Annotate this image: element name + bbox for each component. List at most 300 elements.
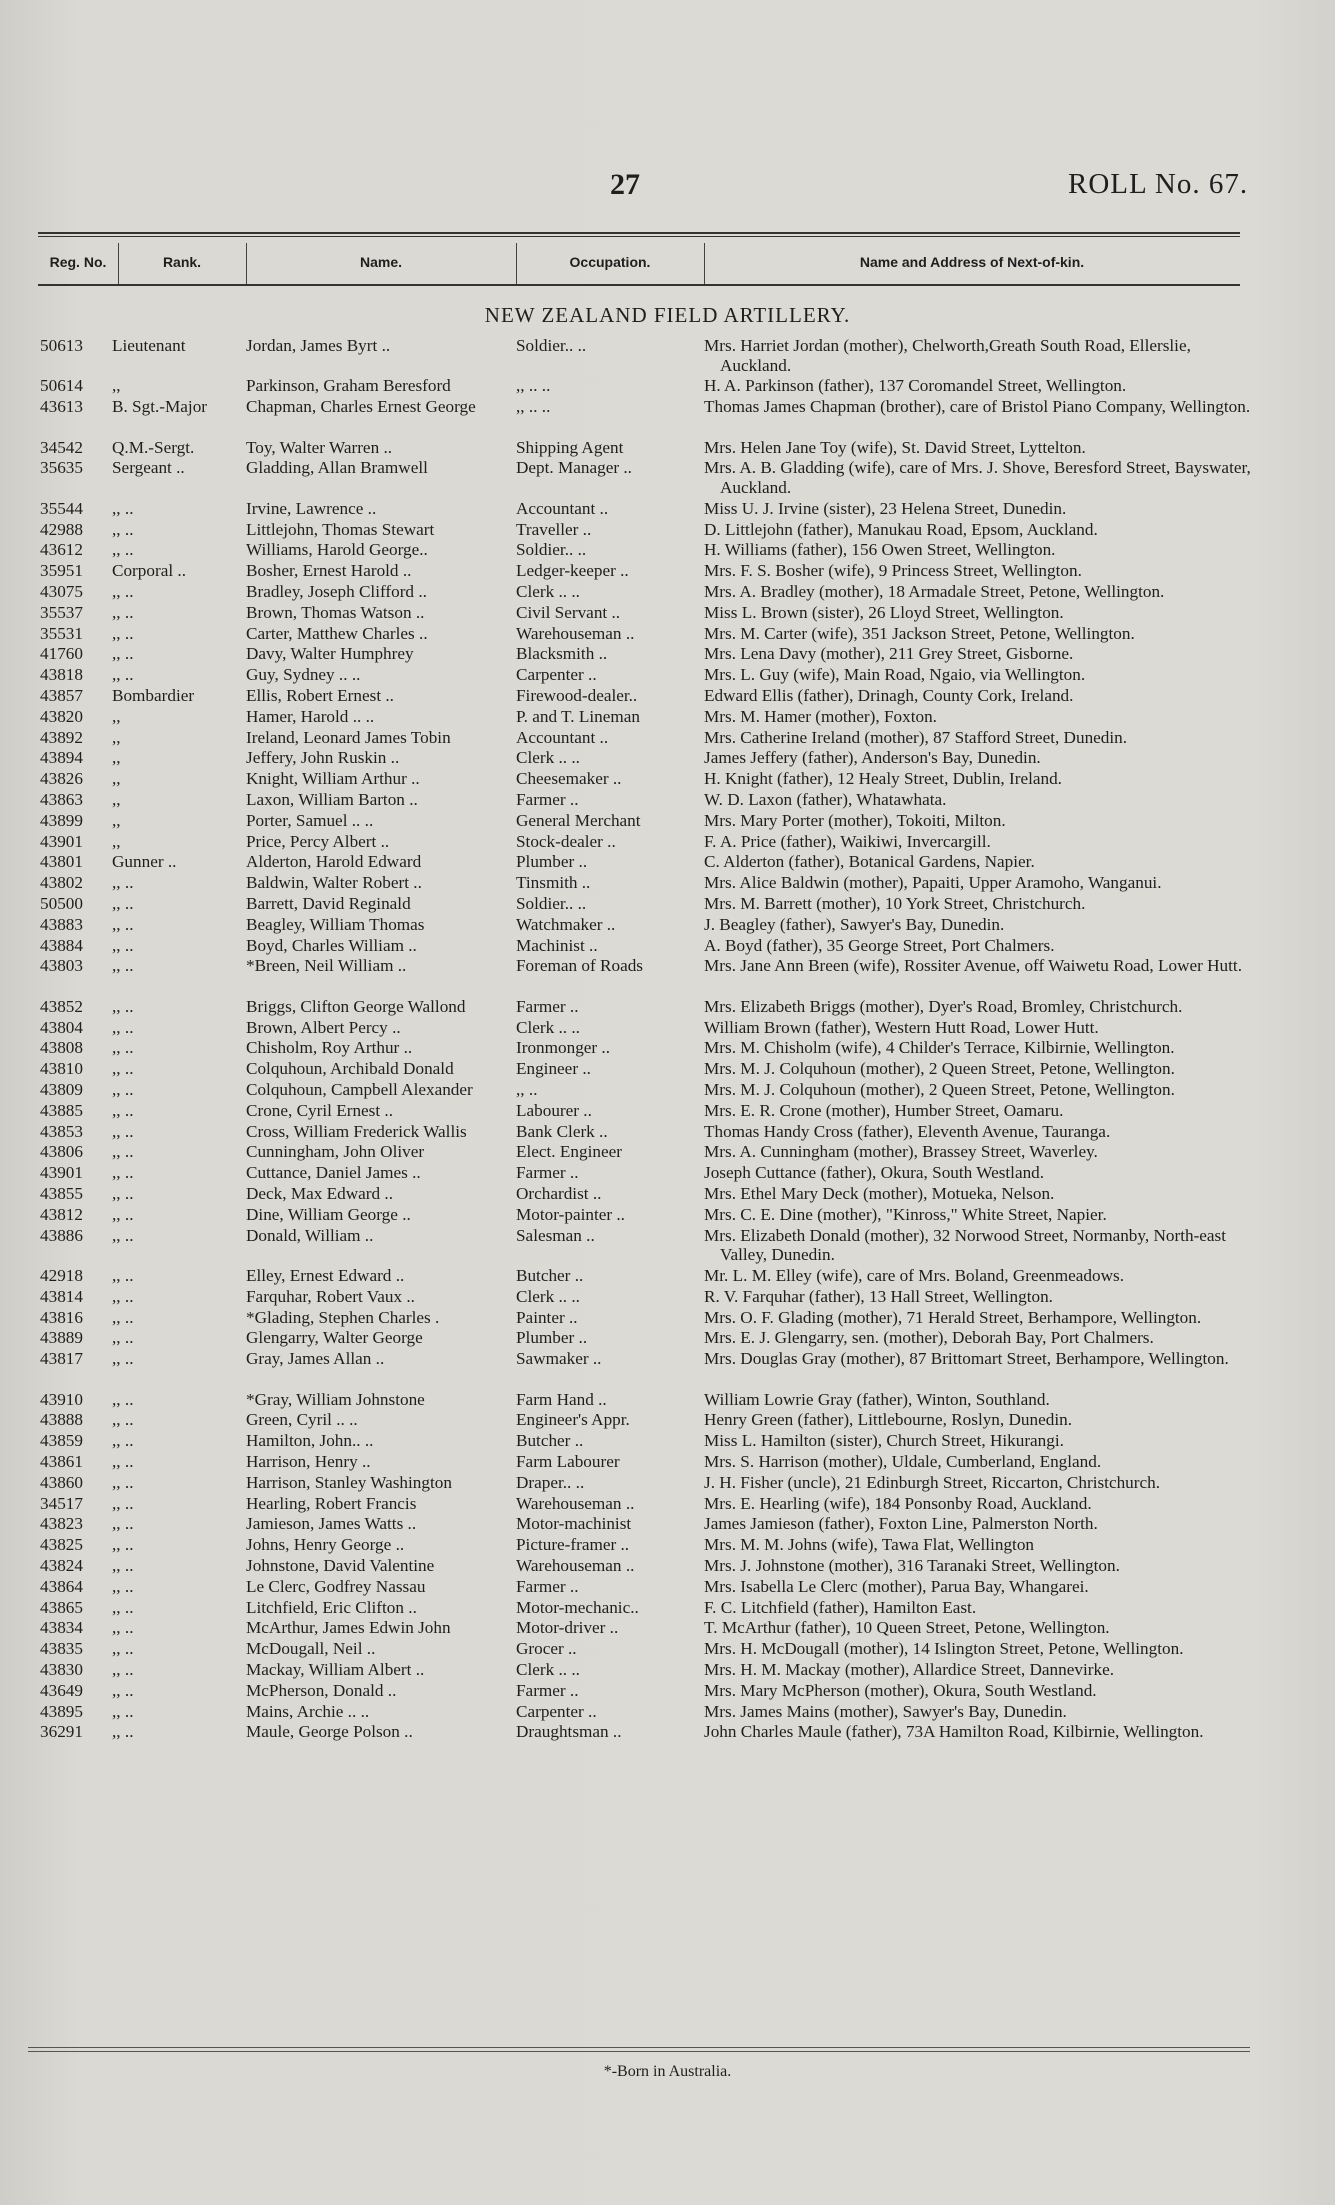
rank: ,, .. <box>112 623 134 643</box>
next-of-kin: Mrs. F. S. Bosher (wife), 9 Princess Street, Wellington. <box>704 561 1082 581</box>
next-of-kin: Mrs. Jane Ann Breen (wife), Rossiter Avenue, off Waiwetu Road, Lower Hutt. <box>704 956 1242 976</box>
occupation: Farmer .. <box>516 1163 579 1183</box>
soldier-name: Cross, William Frederick Wallis <box>246 1121 467 1141</box>
occupation: Motor-machinist <box>516 1514 632 1534</box>
soldier-name: Mackay, William Albert .. <box>246 1660 425 1679</box>
soldier-name: Knight, William Arthur .. <box>246 769 420 789</box>
reg-number: 35537 <box>40 602 83 622</box>
rank: ,, <box>112 727 121 747</box>
soldier-name: Hamilton, John.. .. <box>246 1431 374 1451</box>
occupation: Butcher .. <box>516 1266 584 1285</box>
occupation: P. and T. Lineman <box>516 706 640 726</box>
next-of-kin: W. D. Laxon (father), Whatawhata. <box>704 790 947 809</box>
next-of-kin: Thomas James Chapman (brother), care of Bristol Piano Company, Wellington. <box>704 397 1251 417</box>
reg-number: 43899 <box>40 810 83 830</box>
reg-number: 43894 <box>40 748 83 768</box>
reg-number: 34542 <box>40 437 83 457</box>
next-of-kin: Mrs. Catherine Ireland (mother), 87 Stafford Street, Dunedin. <box>704 727 1128 747</box>
next-of-kin: Mrs. M. J. Colquhoun (mother), 2 Queen Street, Petone, Wellington. <box>704 1059 1175 1079</box>
soldier-name: Colquhoun, Campbell Alexander <box>246 1080 473 1099</box>
occupation: Motor-painter .. <box>516 1204 625 1224</box>
reg-number: 43801 <box>40 852 83 872</box>
soldier-name: Price, Percy Albert .. <box>246 831 390 851</box>
rank: ,, .. <box>112 1204 134 1224</box>
next-of-kin: Mrs. S. Harrison (mother), Uldale, Cumberland, England. <box>704 1452 1102 1471</box>
bottom-rule <box>28 2051 1250 2052</box>
occupation: Blacksmith .. <box>516 644 608 664</box>
rank: B. Sgt.-Major <box>112 397 208 417</box>
reg-number: 43835 <box>40 1639 83 1659</box>
occupation: ,, .. .. <box>516 397 551 417</box>
reg-number: 43613 <box>40 397 83 417</box>
next-of-kin: Mrs. O. F. Glading (mother), 71 Herald Street, Berhampore, Wellington. <box>704 1307 1202 1327</box>
rank: Q.M.-Sergt. <box>112 437 195 457</box>
next-of-kin: Mrs. Alice Baldwin (mother), Papaiti, Upper Aramoho, Wanganui. <box>704 873 1162 893</box>
occupation: Clerk .. .. <box>516 1017 580 1037</box>
rank: ,, <box>112 376 121 396</box>
soldier-name: Guy, Sydney .. .. <box>246 665 361 685</box>
bottom-rule <box>28 2047 1250 2048</box>
occupation: Butcher .. <box>516 1431 584 1451</box>
rank: ,, .. <box>112 1639 134 1659</box>
occupation: Soldier.. .. <box>516 336 587 355</box>
soldier-name: Boyd, Charles William .. <box>246 935 417 955</box>
occupation: Engineer's Appr. <box>516 1410 630 1430</box>
top-rule-inner <box>38 236 1240 237</box>
reg-number: 36291 <box>40 1722 83 1742</box>
occupation: Orchardist .. <box>516 1184 602 1203</box>
soldier-name: Colquhoun, Archibald Donald <box>246 1059 454 1079</box>
rank: ,, .. <box>112 1701 134 1721</box>
next-of-kin: Mrs. A. Cunningham (mother), Brassey Street, Waverley. <box>704 1142 1098 1162</box>
rank: ,, .. <box>112 519 134 539</box>
reg-number: 43806 <box>40 1142 83 1162</box>
next-of-kin: J. H. Fisher (uncle), 21 Edinburgh Street, Riccarton, Christchurch. <box>704 1472 1161 1492</box>
occupation: Cheesemaker .. <box>516 769 622 789</box>
reg-number: 43855 <box>40 1184 83 1203</box>
soldier-name: Littlejohn, Thomas Stewart <box>246 519 435 539</box>
soldier-name: Glengarry, Walter George <box>246 1328 423 1348</box>
rank: ,, .. <box>112 644 134 664</box>
next-of-kin: James Jeffery (father), Anderson's Bay, Dunedin. <box>704 748 1041 768</box>
rank: ,, .. <box>112 1307 134 1327</box>
rank: ,, .. <box>112 1452 134 1471</box>
occupation: Motor-mechanic.. <box>516 1597 639 1617</box>
rank: ,, .. <box>112 1535 134 1555</box>
occupation: Accountant .. <box>516 498 609 518</box>
soldier-name: Jordan, James Byrt .. <box>246 336 391 355</box>
reg-number: 35951 <box>40 561 83 581</box>
soldier-name: Harrison, Henry .. <box>246 1452 371 1471</box>
rank: ,, .. <box>112 894 134 913</box>
reg-number: 43901 <box>40 1163 83 1183</box>
rank: ,, .. <box>112 1142 134 1162</box>
reg-number: 43895 <box>40 1701 83 1721</box>
rank: ,, .. <box>112 1680 134 1700</box>
soldier-name: Jeffery, John Ruskin .. <box>246 748 400 768</box>
rank: ,, .. <box>112 1038 134 1058</box>
occupation: Foreman of Roads <box>516 956 643 976</box>
next-of-kin: Mrs. L. Guy (wife), Main Road, Ngaio, via Wellington. <box>704 665 1086 685</box>
reg-number: 43825 <box>40 1535 83 1555</box>
reg-number: 43823 <box>40 1514 83 1534</box>
occupation: Sawmaker .. <box>516 1349 602 1369</box>
soldier-name: *Glading, Stephen Charles . <box>246 1307 440 1327</box>
reg-number: 43883 <box>40 914 83 934</box>
next-of-kin: Mrs. Douglas Gray (mother), 87 Brittomart Street, Berhampore, Wellington. <box>704 1349 1229 1369</box>
next-of-kin: Mrs. M. Chisholm (wife), 4 Childer's Terrace, Kilbirnie, Wellington. <box>704 1038 1175 1058</box>
rank: Lieutenant <box>112 336 186 355</box>
occupation: Bank Clerk .. <box>516 1121 608 1141</box>
rank: ,, .. <box>112 665 134 685</box>
roll-number: ROLL No. 67. <box>1068 168 1249 200</box>
rank: ,, .. <box>112 540 134 560</box>
reg-number: 43853 <box>40 1121 83 1141</box>
next-of-kin: J. Beagley (father), Sawyer's Bay, Dunedin. <box>704 914 1005 934</box>
rank: ,, .. <box>112 996 134 1016</box>
occupation: Farmer .. <box>516 790 579 809</box>
rank: ,, .. <box>112 1184 134 1203</box>
rank: ,, .. <box>112 914 134 934</box>
soldier-name: Gray, James Allan .. <box>246 1349 385 1369</box>
col-header-reg: Reg. No. <box>49 254 107 270</box>
soldier-name: Brown, Thomas Watson .. <box>246 602 425 622</box>
col-header-rank: Rank. <box>162 254 202 270</box>
soldier-name: Hamer, Harold .. .. <box>246 706 375 726</box>
rank: ,, .. <box>112 1597 134 1617</box>
reg-number: 43812 <box>40 1204 83 1224</box>
occupation: Plumber .. <box>516 852 588 872</box>
next-of-kin: H. Knight (father), 12 Healy Street, Dublin, Ireland. <box>704 769 1062 789</box>
soldier-name: McPherson, Donald .. <box>246 1680 397 1700</box>
occupation: Painter .. <box>516 1307 578 1327</box>
reg-number: 43826 <box>40 769 83 789</box>
soldier-name: Alderton, Harold Edward <box>246 852 422 872</box>
occupation: Farmer .. <box>516 996 579 1016</box>
rank: ,, .. <box>112 582 134 601</box>
soldier-name: Maule, George Polson .. <box>246 1722 413 1742</box>
reg-number: 43802 <box>40 873 83 893</box>
occupation: Machinist .. <box>516 935 598 955</box>
next-of-kin: C. Alderton (father), Botanical Gardens, Napier. <box>704 852 1035 872</box>
next-of-kin: William Brown (father), Western Hutt Road, Lower Hutt. <box>704 1017 1099 1037</box>
occupation: Farm Hand .. <box>516 1389 607 1409</box>
next-of-kin: Thomas Handy Cross (father), Eleventh Avenue, Tauranga. <box>704 1121 1111 1141</box>
reg-number: 43830 <box>40 1660 83 1679</box>
reg-number: 50613 <box>40 336 83 355</box>
reg-number: 43612 <box>40 540 83 560</box>
reg-number: 43901 <box>40 831 83 851</box>
occupation: Clerk .. .. <box>516 1286 580 1306</box>
next-of-kin: Mrs. J. Johnstone (mother), 316 Taranaki Street, Wellington. <box>704 1556 1120 1575</box>
next-of-kin: Miss L. Brown (sister), 26 Lloyd Street, Wellington. <box>704 602 1064 622</box>
reg-number: 43910 <box>40 1389 83 1409</box>
soldier-name: Davy, Walter Humphrey <box>246 644 414 664</box>
soldier-name: McArthur, James Edwin John <box>246 1618 451 1638</box>
soldier-name: McDougall, Neil .. <box>246 1639 376 1659</box>
reg-number: 43888 <box>40 1410 83 1430</box>
reg-number: 43810 <box>40 1059 83 1079</box>
occupation: Watchmaker .. <box>516 914 616 934</box>
reg-number: 43817 <box>40 1349 83 1369</box>
occupation: ,, .. <box>516 1080 538 1099</box>
rank: ,, .. <box>112 1431 134 1451</box>
next-of-kin: A. Boyd (father), 35 George Street, Port Chalmers. <box>704 935 1055 955</box>
reg-number: 43809 <box>40 1080 83 1099</box>
reg-number: 43804 <box>40 1017 83 1037</box>
next-of-kin: Edward Ellis (father), Drinagh, County Cork, Ireland. <box>704 686 1074 705</box>
next-of-kin: F. C. Litchfield (father), Hamilton East. <box>704 1597 977 1617</box>
next-of-kin: Mrs. C. E. Dine (mother), "Kinross," White Street, Napier. <box>704 1204 1107 1224</box>
reg-number: 43884 <box>40 935 83 955</box>
rank: ,, .. <box>112 873 134 893</box>
rank: ,, <box>112 748 121 768</box>
rank: ,, .. <box>112 602 134 622</box>
next-of-kin: Mrs. Harriet Jordan (mother), Chelworth,Greath South Road, Ellerslie, Auckland. <box>704 336 1191 375</box>
next-of-kin: Joseph Cuttance (father), Okura, South Westland. <box>704 1163 1045 1183</box>
rank: Bombardier <box>112 686 195 705</box>
soldier-name: Williams, Harold George.. <box>246 540 428 560</box>
occupation: Grocer .. <box>516 1639 577 1659</box>
rank: Sergeant .. <box>112 458 185 478</box>
soldier-name: Elley, Ernest Edward .. <box>246 1266 405 1285</box>
soldier-name: Briggs, Clifton George Wallond <box>246 996 466 1016</box>
soldier-name: Parkinson, Graham Beresford <box>246 376 451 396</box>
next-of-kin: Mrs. E. R. Crone (mother), Humber Street, Oamaru. <box>704 1100 1064 1120</box>
next-of-kin: Mrs. E. Hearling (wife), 184 Ponsonby Road, Auckland. <box>704 1493 1092 1513</box>
rank: ,, .. <box>112 1328 134 1348</box>
next-of-kin: Mrs. H. McDougall (mother), 14 Islington Street, Petone, Wellington. <box>704 1639 1184 1659</box>
rank: ,, .. <box>112 1556 134 1575</box>
next-of-kin: Mrs. M. M. Johns (wife), Tawa Flat, Wellington <box>704 1535 1035 1555</box>
occupation: Soldier.. .. <box>516 540 587 560</box>
reg-number: 43649 <box>40 1680 83 1700</box>
soldier-name: Porter, Samuel .. .. <box>246 810 374 830</box>
occupation: Clerk .. .. <box>516 748 580 768</box>
rank: ,, .. <box>112 1080 134 1099</box>
next-of-kin: Mr. L. M. Elley (wife), care of Mrs. Boland, Greenmeadows. <box>704 1266 1125 1285</box>
occupation: ,, .. .. <box>516 376 551 396</box>
reg-number: 43863 <box>40 790 83 809</box>
next-of-kin: Mrs. H. M. Mackay (mother), Allardice Street, Dannevirke. <box>704 1660 1114 1679</box>
soldier-name: Chisholm, Roy Arthur .. <box>246 1038 413 1058</box>
next-of-kin: Mrs. M. Hamer (mother), Foxton. <box>704 706 937 726</box>
occupation: Farmer .. <box>516 1680 579 1700</box>
occupation: Firewood-dealer.. <box>516 686 638 705</box>
rank: ,, <box>112 769 121 789</box>
occupation: Motor-driver .. <box>516 1618 619 1638</box>
occupation: Elect. Engineer <box>516 1142 622 1162</box>
next-of-kin: Mrs. Mary Porter (mother), Tokoiti, Milton. <box>704 810 1006 830</box>
occupation: Salesman .. <box>516 1225 595 1245</box>
next-of-kin: Mrs. A. Bradley (mother), 18 Armadale Street, Petone, Wellington. <box>704 582 1165 601</box>
occupation: Stock-dealer .. <box>516 831 616 851</box>
next-of-kin: Mrs. Isabella Le Clerc (mother), Parua Bay, Whangarei. <box>704 1576 1089 1596</box>
soldier-name: Gladding, Allan Bramwell <box>246 458 428 478</box>
soldier-name: Barrett, David Reginald <box>246 894 411 913</box>
rank: ,, .. <box>112 1493 134 1513</box>
reg-number: 43814 <box>40 1286 83 1306</box>
occupation: Soldier.. .. <box>516 894 587 913</box>
section-title: NEW ZEALAND FIELD ARTILLERY. <box>484 303 851 327</box>
reg-number: 43864 <box>40 1576 83 1596</box>
reg-number: 43885 <box>40 1100 83 1120</box>
rank: ,, .. <box>112 1121 134 1141</box>
rank: ,, .. <box>112 498 134 518</box>
soldier-name: Jamieson, James Watts .. <box>246 1514 417 1534</box>
reg-number: 43834 <box>40 1618 83 1638</box>
rank: ,, .. <box>112 1472 134 1492</box>
rank: ,, <box>112 810 121 830</box>
rank: ,, .. <box>112 1576 134 1596</box>
reg-number: 34517 <box>40 1493 83 1513</box>
rank: ,, .. <box>112 1225 134 1245</box>
reg-number: 43075 <box>40 582 83 601</box>
occupation: Engineer .. <box>516 1059 591 1079</box>
reg-number: 43824 <box>40 1556 83 1575</box>
occupation: Ironmonger .. <box>516 1038 611 1058</box>
occupation: Warehouseman .. <box>516 1556 635 1575</box>
rank: ,, .. <box>112 1722 134 1742</box>
rank: ,, .. <box>112 1410 134 1430</box>
occupation: Tinsmith .. <box>516 873 591 893</box>
next-of-kin: T. McArthur (father), 10 Queen Street, Petone, Wellington. <box>704 1618 1110 1638</box>
rank: ,, .. <box>112 1389 134 1409</box>
reg-number: 43865 <box>40 1597 83 1617</box>
reg-number: 43861 <box>40 1452 83 1471</box>
soldier-name: Chapman, Charles Ernest George <box>246 397 476 417</box>
soldier-name: Baldwin, Walter Robert .. <box>246 873 422 893</box>
rank: ,, .. <box>112 1514 134 1534</box>
reg-number: 43860 <box>40 1472 83 1492</box>
soldier-name: Cunningham, John Oliver <box>246 1142 425 1162</box>
reg-number: 43818 <box>40 665 83 685</box>
soldier-name: Ellis, Robert Ernest .. <box>246 686 394 705</box>
next-of-kin: Mrs. Lena Davy (mother), 211 Grey Street, Gisborne. <box>704 644 1074 664</box>
next-of-kin: Mrs. A. B. Gladding (wife), care of Mrs. J. Shove, Beresford Street, Bayswater, Auckland. <box>704 458 1251 497</box>
reg-number: 43886 <box>40 1225 83 1245</box>
next-of-kin: Mrs. Helen Jane Toy (wife), St. David Street, Lyttelton. <box>704 437 1086 457</box>
soldier-name: Bosher, Ernest Harold .. <box>246 561 412 581</box>
occupation: Accountant .. <box>516 727 609 747</box>
next-of-kin: Mrs. Elizabeth Donald (mother), 32 Norwood Street, Normanby, North-east Valley, Dunedin. <box>704 1225 1227 1265</box>
occupation: Clerk .. .. <box>516 1660 580 1679</box>
occupation: Warehouseman .. <box>516 623 635 643</box>
next-of-kin: F. A. Price (father), Waikiwi, Invercargill. <box>704 831 991 851</box>
rank: ,, .. <box>112 935 134 955</box>
soldier-name: Brown, Albert Percy .. <box>246 1017 401 1037</box>
reg-number: 43889 <box>40 1328 83 1348</box>
soldier-name: Green, Cyril .. .. <box>246 1410 358 1430</box>
soldier-name: Litchfield, Eric Clifton .. <box>246 1597 417 1617</box>
occupation: Draper.. .. <box>516 1472 585 1492</box>
next-of-kin: Mrs. Elizabeth Briggs (mother), Dyer's Road, Bromley, Christchurch. <box>704 996 1183 1016</box>
next-of-kin: Miss U. J. Irvine (sister), 23 Helena Street, Dunedin. <box>704 498 1067 518</box>
next-of-kin: Mrs. James Mains (mother), Sawyer's Bay, Dunedin. <box>704 1701 1067 1721</box>
reg-number: 35635 <box>40 458 83 478</box>
col-header-kin: Name and Address of Next-of-kin. <box>859 254 1085 270</box>
soldier-name: Ireland, Leonard James Tobin <box>246 727 451 747</box>
soldier-name: Deck, Max Edward .. <box>246 1184 394 1203</box>
rank: Corporal .. <box>112 561 186 581</box>
reg-number: 43892 <box>40 727 83 747</box>
rank: ,, .. <box>112 1286 134 1306</box>
occupation: General Merchant <box>516 810 641 830</box>
reg-number: 43857 <box>40 686 83 705</box>
reg-number: 43820 <box>40 706 83 726</box>
next-of-kin: D. Littlejohn (father), Manukau Road, Epsom, Auckland. <box>704 519 1098 539</box>
soldier-name: *Breen, Neil William .. <box>246 956 407 976</box>
soldier-name: Johns, Henry George .. <box>246 1535 405 1555</box>
soldier-name: *Gray, William Johnstone <box>246 1389 425 1409</box>
reg-number: 43803 <box>40 956 83 976</box>
next-of-kin: H. A. Parkinson (father), 137 Coromandel Street, Wellington. <box>704 376 1127 396</box>
occupation: Traveller .. <box>516 519 592 539</box>
soldier-name: Dine, William George .. <box>246 1204 411 1224</box>
next-of-kin: Mrs. M. Carter (wife), 351 Jackson Street, Petone, Wellington. <box>704 623 1135 643</box>
soldier-name: Harrison, Stanley Washington <box>246 1472 452 1492</box>
rank: ,, .. <box>112 1618 134 1638</box>
occupation: Labourer .. <box>516 1100 592 1120</box>
occupation: Draughtsman .. <box>516 1722 622 1742</box>
page-number: 27 <box>610 168 640 201</box>
reg-number: 50614 <box>40 376 83 396</box>
occupation: Carpenter .. <box>516 665 597 685</box>
soldier-name: Crone, Cyril Ernest .. <box>246 1100 394 1120</box>
footnote: *-Born in Australia. <box>603 2063 732 2080</box>
soldier-name: Cuttance, Daniel James .. <box>246 1163 421 1183</box>
rank: ,, .. <box>112 956 134 976</box>
soldier-name: Irvine, Lawrence .. <box>246 498 377 518</box>
reg-number: 43808 <box>40 1038 83 1058</box>
reg-number: 35531 <box>40 623 83 643</box>
soldier-name: Hearling, Robert Francis <box>246 1493 417 1513</box>
rank: ,, .. <box>112 1266 134 1285</box>
next-of-kin: Mrs. Mary McPherson (mother), Okura, South Westland. <box>704 1680 1097 1700</box>
next-of-kin: Henry Green (father), Littlebourne, Roslyn, Dunedin. <box>704 1410 1072 1430</box>
header-rule <box>38 284 1240 286</box>
soldier-name: Mains, Archie .. .. <box>246 1701 370 1721</box>
reg-number: 42918 <box>40 1266 83 1285</box>
rank: ,, .. <box>112 1100 134 1120</box>
occupation: Warehouseman .. <box>516 1493 635 1513</box>
next-of-kin: Mrs. E. J. Glengarry, sen. (mother), Deborah Bay, Port Chalmers. <box>704 1328 1154 1348</box>
reg-number: 42988 <box>40 519 83 539</box>
next-of-kin: R. V. Farquhar (father), 13 Hall Street, Wellington. <box>704 1286 1053 1306</box>
next-of-kin: H. Williams (father), 156 Owen Street, Wellington. <box>704 540 1056 560</box>
soldier-name: Le Clerc, Godfrey Nassau <box>246 1576 426 1596</box>
soldier-name: Laxon, William Barton .. <box>246 790 418 809</box>
occupation: Shipping Agent <box>516 437 624 457</box>
soldier-name: Donald, William .. <box>246 1225 374 1245</box>
next-of-kin: Miss L. Hamilton (sister), Church Street, Hikurangi. <box>704 1431 1064 1451</box>
reg-number: 41760 <box>40 644 83 664</box>
soldier-name: Toy, Walter Warren .. <box>246 437 393 457</box>
occupation: Dept. Manager .. <box>516 458 632 478</box>
next-of-kin: James Jamieson (father), Foxton Line, Palmerston North. <box>704 1514 1098 1534</box>
soldier-name: Farquhar, Robert Vaux .. <box>246 1286 415 1306</box>
top-rule <box>38 232 1240 234</box>
soldier-name: Bradley, Joseph Clifford .. <box>246 582 427 601</box>
rank: ,, .. <box>112 1017 134 1037</box>
reg-number: 35544 <box>40 498 83 518</box>
rank: ,, <box>112 790 121 809</box>
next-of-kin: William Lowrie Gray (father), Winton, Southland. <box>704 1389 1050 1409</box>
reg-number: 43859 <box>40 1431 83 1451</box>
rank: Gunner .. <box>112 852 177 872</box>
reg-number: 43816 <box>40 1307 83 1327</box>
next-of-kin: John Charles Maule (father), 73A Hamilton Road, Kilbirnie, Wellington. <box>704 1722 1204 1742</box>
